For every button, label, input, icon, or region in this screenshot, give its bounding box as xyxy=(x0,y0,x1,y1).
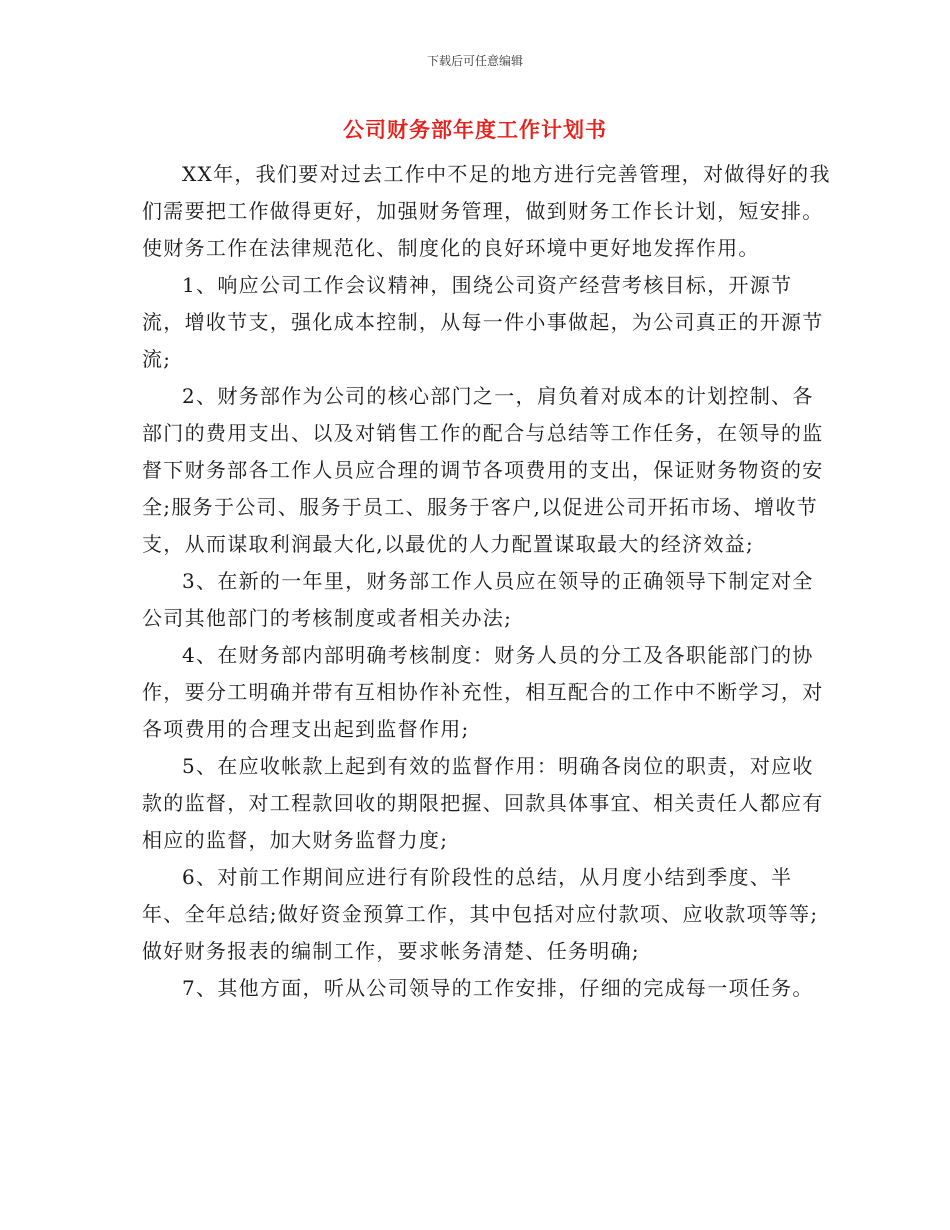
header-note: 下载后可任意编辑 xyxy=(426,54,523,68)
paragraph-item-3: 3、在新的一年里，财务部工作人员应在领导的正确领导下制定对全公司其他部门的考核制度或者相关办法; xyxy=(142,569,814,630)
paragraph-item-7: 7、其他方面，听从公司领导的工作安排，仔细的完成每一项任务。 xyxy=(182,976,814,1000)
paragraph-intro: XX年，我们要对过去工作中不足的地方进行完善管理，对做得好的我们需要把工作做得更好，加强财务管理，做到财务工作长计划，短安排。使财务工作在法律规范化、制度化的良好环境中更好地发挥作用。 xyxy=(142,162,831,260)
document-body xyxy=(142,156,832,1007)
paragraph-item-6: 6、对前工作期间应进行有阶段性的总结，从月度小结到季度、半年、全年总结;做好资金预算工作，其中包括对应付款项、应收款项等等;做好财务报表的编制工作，要求帐务清楚、任务明确; xyxy=(142,865,819,963)
paragraph-item-5: 5、在应收帐款上起到有效的监督作用：明确各岗位的职责，对应收款的监督，对工程款回收的期限把握、回款具体事宜、相关责任人都应有相应的监督，加大财务监督力度; xyxy=(142,754,824,852)
document-title: 公司财务部年度工作计划书 xyxy=(343,118,607,142)
paragraph-item-1: 1、响应公司工作会议精神，围绕公司资产经营考核目标，开源节流，增收节支，强化成本控制，从每一件小事做起，为公司真正的开源节流; xyxy=(142,273,824,371)
paragraph-item-4: 4、在财务部内部明确考核制度：财务人员的分工及各职能部门的协作，要分工明确并带有互相协作补充性，相互配合的工作中不断学习，对各项费用的合理支出起到监督作用; xyxy=(142,643,824,741)
paragraph-item-2: 2、财务部作为公司的核心部门之一，肩负着对成本的计划控制、各部门的费用支出、以及对销售工作的配合与总结等工作任务，在领导的监督下财务部各工作人员应合理的调节各项费用的支出，保证财务物资的安全;服务于公司、服务于员工、服务于客户,以促进公司开拓市场、增收节支，从而谋取利润最大化,以最优的人力配置谋取最大的经济效益; xyxy=(142,384,824,556)
